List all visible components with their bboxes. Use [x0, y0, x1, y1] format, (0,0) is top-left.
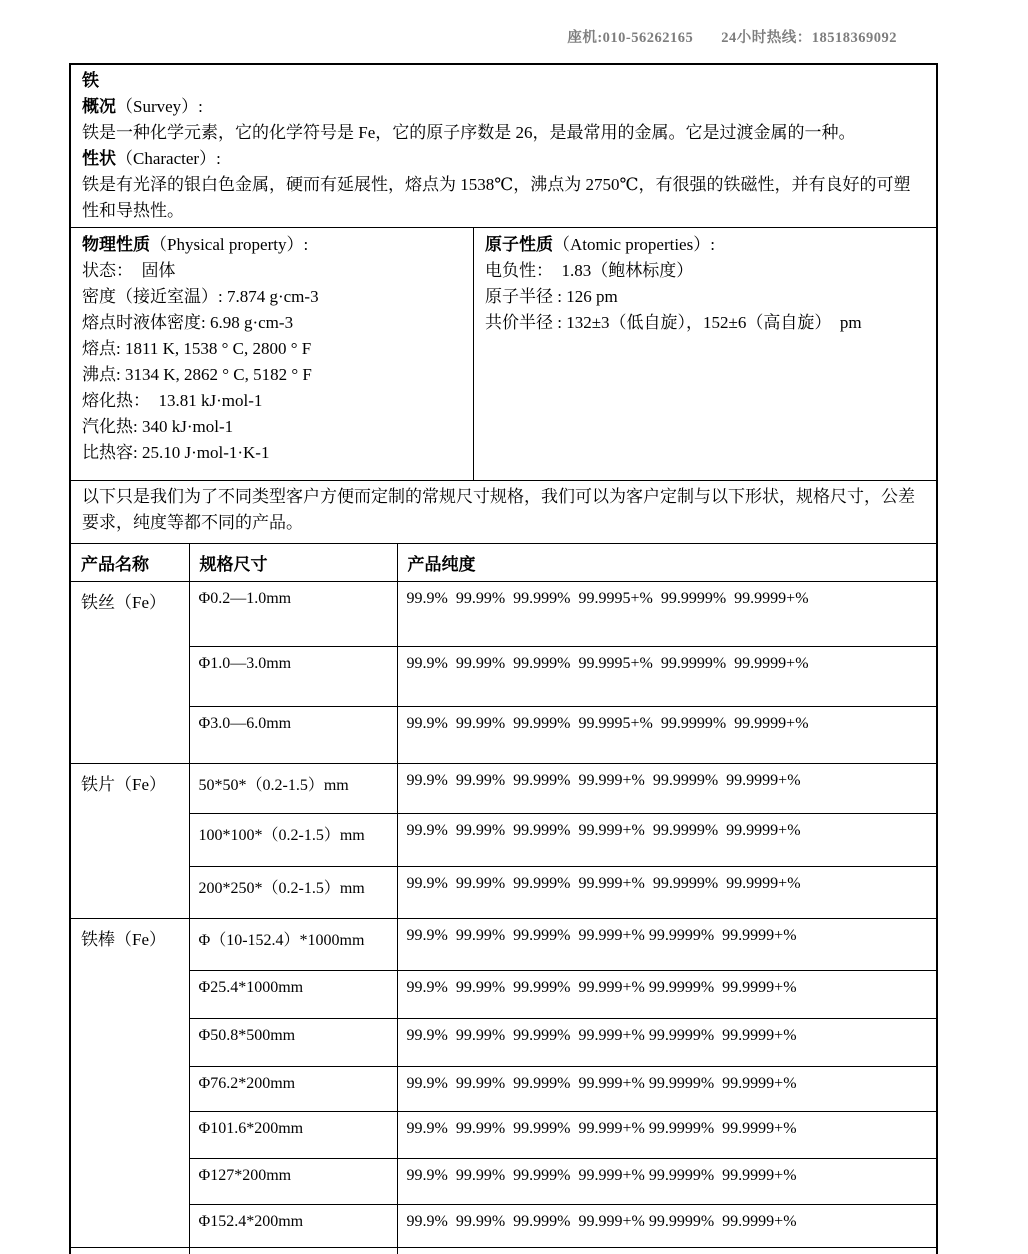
products-header-row: [71, 544, 936, 582]
atomic-lines: [485, 258, 925, 336]
intro-section: [71, 65, 936, 227]
purity-cell: 99.9% 99.99% 99.999% 99.999+% 99.9999% 99.9999+%: [397, 814, 936, 867]
survey-heading-en: （Survey）:: [116, 97, 203, 116]
spec-cell: Φ101.6*200mm: [189, 1112, 397, 1159]
purity-cell: 99.9% 99.99% 99.999% 99.999+% 99.9999% 99.9999+%: [397, 867, 936, 919]
spec-cell: [189, 1248, 397, 1254]
survey-heading: [82, 94, 925, 120]
purity-cell: 99.9% 99.99% 99.999% 99.999+% 99.9999% 99.9999+%: [397, 1067, 936, 1112]
table-row-clipped: [71, 1248, 936, 1254]
product-name-cell: [71, 1248, 189, 1254]
physical-heading-en: （Physical property）:: [150, 235, 309, 254]
table-row: [71, 919, 936, 971]
character-heading-en: （Character）:: [116, 149, 221, 168]
spec-cell: Φ152.4*200mm: [189, 1205, 397, 1248]
purity-cell: 99.9% 99.99% 99.999% 99.9995+% 99.9999% 99.9999+%: [397, 647, 936, 707]
property-line: 汽化热: 340 kJ·mol-1: [82, 417, 234, 436]
spec-cell: Φ127*200mm: [189, 1159, 397, 1205]
product-name-cell: 铁片（Fe）: [71, 764, 189, 919]
table-row: [71, 582, 936, 647]
product-name-cell: 铁棒（Fe）: [71, 919, 189, 1248]
table-row: [71, 1159, 936, 1205]
property-line: 熔化热： 13.81 kJ·mol-1: [82, 391, 263, 410]
table-row: [71, 1205, 936, 1248]
page-header: [0, 26, 897, 47]
character-heading-cn: 性状: [82, 149, 116, 168]
table-row: [71, 647, 936, 707]
spec-document: [69, 63, 938, 1254]
property-line: 状态： 固体: [82, 261, 176, 280]
spec-cell: Φ76.2*200mm: [189, 1067, 397, 1112]
table-row: [71, 707, 936, 764]
spec-cell: Φ3.0—6.0mm: [189, 707, 397, 764]
spec-cell: Φ（10-152.4）*1000mm: [189, 919, 397, 971]
property-line: 密度（接近室温）: 7.874 g·cm-3: [82, 287, 319, 306]
table-row: [71, 1019, 936, 1067]
purity-cell: 99.9% 99.99% 99.999% 99.999+% 99.9999% 99.9999+%: [397, 1112, 936, 1159]
purity-cell: 99.9% 99.99% 99.999% 99.999+% 99.9999% 99.9999+%: [397, 1019, 936, 1067]
property-line: 沸点: 3134 K, 2862 ° C, 5182 ° F: [82, 365, 312, 384]
purity-cell: 99.9% 99.99% 99.999% 99.999+% 99.9999% 99.9999+%: [397, 919, 936, 971]
products-table: [71, 543, 936, 1254]
column-header-spec-size: 规格尺寸: [189, 544, 397, 582]
table-row: [71, 814, 936, 867]
spec-cell: Φ1.0—3.0mm: [189, 647, 397, 707]
physical-properties-section: [71, 228, 474, 480]
purity-cell: 99.9% 99.99% 99.999% 99.9995+% 99.9999% 99.9999+%: [397, 707, 936, 764]
column-header-product-name: 产品名称: [71, 544, 189, 582]
property-line: 比热容: 25.10 J·mol-1·K-1: [82, 443, 270, 462]
document-title: 铁: [82, 71, 99, 90]
atomic-heading: [485, 232, 925, 258]
table-row: [71, 1067, 936, 1112]
table-row: [71, 1112, 936, 1159]
atomic-heading-cn: 原子性质: [485, 235, 553, 254]
property-line: 熔点: 1811 K, 1538 ° C, 2800 ° F: [82, 339, 312, 358]
hotline-number: 24小时热线：18518369092: [721, 30, 897, 46]
atomic-heading-en: （Atomic properties）:: [553, 235, 715, 254]
survey-heading-cn: 概况: [82, 97, 116, 116]
property-line: 共价半径 : 132±3（低自旋），152±6（高自旋） pm: [485, 313, 862, 332]
property-line: 电负性： 1.83（鲍林标度）: [485, 261, 694, 280]
purity-cell: 99.9% 99.99% 99.999% 99.999+% 99.9999% 99.9999+%: [397, 971, 936, 1019]
product-name-cell: 铁丝（Fe）: [71, 582, 189, 764]
property-line: 原子半径 : 126 pm: [485, 287, 618, 306]
purity-cell: 99.9% 99.99% 99.999% 99.999+% 99.9999% 99.9999+%: [397, 1205, 936, 1248]
property-line: 熔点时液体密度: 6.98 g·cm-3: [82, 313, 294, 332]
purity-cell: 99.9% 99.99% 99.999% 99.9995+% 99.9999% 99.9999+%: [397, 582, 936, 647]
custom-sizes-note: [71, 480, 936, 543]
spec-cell: Φ25.4*1000mm: [189, 971, 397, 1019]
table-row: [71, 764, 936, 814]
character-heading: [82, 146, 925, 172]
purity-cell: 99.9% 99.99% 99.999% 99.999+% 99.9999% 99.9999+%: [397, 1159, 936, 1205]
column-header-purity: 产品纯度: [397, 544, 936, 582]
physical-lines: [82, 258, 462, 466]
survey-body: 铁是一种化学元素，它的化学符号是 Fe，它的原子序数是 26，是最常用的金属。它是过渡金属的一种。: [82, 123, 856, 142]
purity-cell: 99.9% 99.99% 99.999% 99.999+% 99.9999% 99.9999+%: [397, 764, 936, 814]
spec-cell: Φ0.2—1.0mm: [189, 582, 397, 647]
purity-cell: [397, 1248, 936, 1254]
character-body: 铁是有光泽的银白色金属，硬而有延展性，熔点为 1538℃，沸点为 2750℃，有很强的铁磁性，并有良好的可塑性和导热性。: [82, 175, 911, 220]
physical-heading-cn: 物理性质: [82, 235, 150, 254]
table-row: [71, 971, 936, 1019]
spec-cell: 50*50*（0.2-1.5）mm: [189, 764, 397, 814]
phone-number: 座机:010-56262165: [567, 30, 694, 46]
spec-cell: Φ50.8*500mm: [189, 1019, 397, 1067]
spec-cell: 100*100*（0.2-1.5）mm: [189, 814, 397, 867]
atomic-properties-section: [474, 228, 936, 480]
table-row: [71, 867, 936, 919]
physical-heading: [82, 232, 462, 258]
note-text: 以下只是我们为了不同类型客户方便而定制的常规尺寸规格，我们可以为客户定制与以下形状，规格尺寸，公差要求，纯度等都不同的产品。: [82, 487, 915, 532]
spec-cell: 200*250*（0.2-1.5）mm: [189, 867, 397, 919]
properties-block: [71, 227, 936, 480]
